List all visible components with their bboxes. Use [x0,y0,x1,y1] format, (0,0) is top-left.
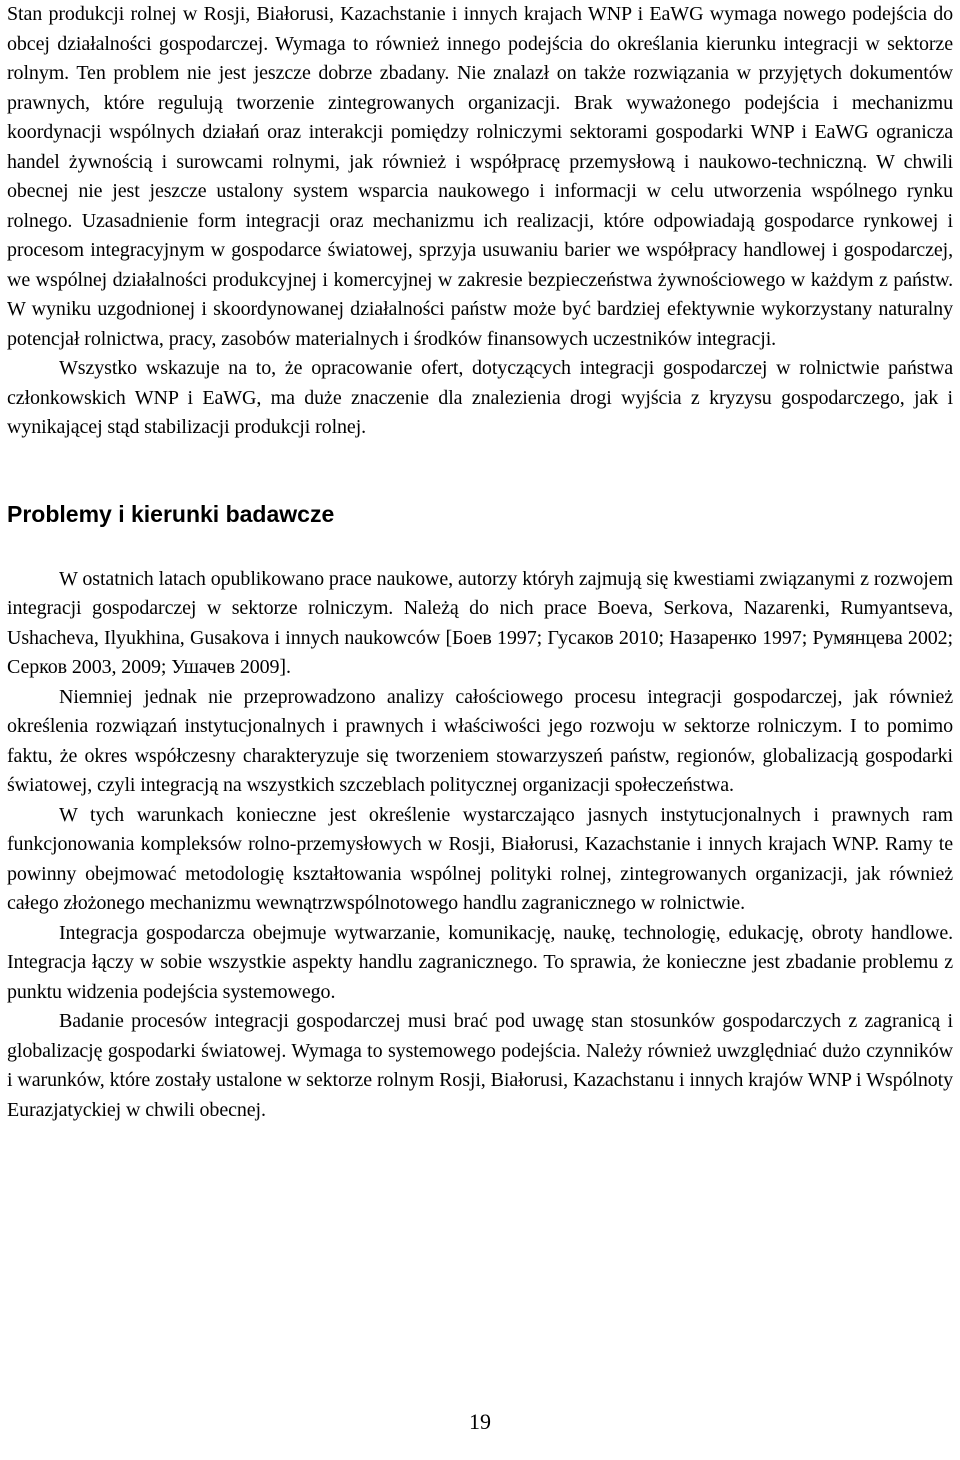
section-paragraph-3: W tych warunkach konieczne jest określenie wystarczająco jasnych instytucjonalnych i prawnych ram funkcjonowania kompleksów rolno-przemysłowych w Rosji, Białorusi, Kazachstanie i innych krajach WNP. Ramy te powinny obejmować metodologię kształtowania wspólnej polityki rolnej, zintegrowanych organizacji, jak również całego złożonego mechanizmu wewnątrzwspólnotowego handlu zagranicznego w rolnictwie. [7,803,953,914]
section-paragraph-1: W ostatnich latach opublikowano prace naukowe, autorzy któryh zajmują się kwestiami związanymi z rozwojem integracji gospodarczej w sektorze rolniczym. Należą do nich prace Boeva, Serkova, Nazarenki, Rumyantseva, Ushacheva, Ilyukhina, Gusakova i innych naukowców [Боев 1997; Гусаков 2010; Назаренко 1997; Румянцева 2002; Серков 2003, 2009; Ушачев 2009]. [7,567,953,678]
document-page [7,0,953,1125]
page-number: 19 [469,1409,491,1434]
spacer [7,529,953,565]
spacer [7,443,953,499]
section-paragraph-5: Badanie procesów integracji gospodarczej musi brać pod uwagę stan stosunków gospodarczych z zagranicą i globalizację gospodarki światowej. Wymaga to systemowego podejścia. Należy również uwzględniać dużo czynników i warunków, które zostały ustalone w sektorze rolnym Rosji, Białorusi, Kazachstanu i innych krajów WNP i Wspólnoty Eurazjatyckiej w chwili obecnej. [7,1010,953,1121]
section-heading: Problemy i kierunki badawcze [7,500,335,527]
paragraph-intro: Stan produkcji rolnej w Rosji, Białorusi, Kazachstanie i innych krajach WNP i EaWG wymaga nowego podejścia do obcej działalności gospodarczej. Wymaga to również innego podejścia do określania kierunku integracji w sektorze rolnym. Ten problem nie jest jeszcze dobrze zbadany. Nie znalazł on także rozwiązania w przyjętych dokumentów prawnych, które regulują tworzenie zintegrowanych organizacji. Brak wyważonego podejścia i mechanizmu koordynacji wspólnych działań oraz interakcji pomiędzy rolniczymi sektorami gospodarki WNP i EaWG ogranicza handel żywnością i surowcami rolnymi, jak również i współpracę przemysłową i naukowo-techniczną. W chwili obecnej nie jest jeszcze ustalony system wsparcia naukowego i informacji w celu utworzenia wspólnego rynku rolnego. Uzasadnienie form integracji oraz mechanizmu ich realizacji, które odpowiadają gospodarce rynkowej i procesom integracyjnym w gospodarce światowej, sprzyja usuwaniu barier we współpracy handlowej i gospodarczej, we wspólnej działalności produkcyjnej i komercyjnej w zakresie bezpieczeństwa żywnościowego w każdym z państw. W wyniku uzgodnionej i skoordynowanej działalności państw może być bardziej efektywnie wykorzystany naturalny potencjał rolnictwa, pracy, zasobów materialnych i środków finansowych uczestników integracji. [7,3,953,350]
section-paragraph-2: Niemniej jednak nie przeprowadzono analizy całościowego procesu integracji gospodarczej, jak również określenia rozwiązań instytucjonalnych i prawnych i właściwości jego rozwoju w sektorze rolniczym. I to pomimo faktu, że okres współczesny charakteryzuje się tworzeniem stowarzyszeń państw, regionów, globalizacją gospodarki światowej, czyli integracją na wszystkich szczeblach politycznej organizacji społeczeństwa. [7,685,953,796]
section-paragraph-4: Integracja gospodarcza obejmuje wytwarzanie, komunikację, naukę, technologię, edukację, obroty handlowe. Integracja łączy w sobie wszystkie aspekty handlu zagranicznego. To sprawia, że konieczne jest zbadanie problemu z punktu widzenia podejścia systemowego. [7,921,953,1003]
paragraph-conclusion: Wszystko wskazuje na to, że opracowanie ofert, dotyczących integracji gospodarczej w rolnictwie państwa członkowskich WNP i EaWG, ma duże znaczenie dla znalezienia drogi wyjścia z kryzysu gospodarczego, jak i wynikającej stąd stabilizacji produkcji rolnej. [7,357,953,438]
